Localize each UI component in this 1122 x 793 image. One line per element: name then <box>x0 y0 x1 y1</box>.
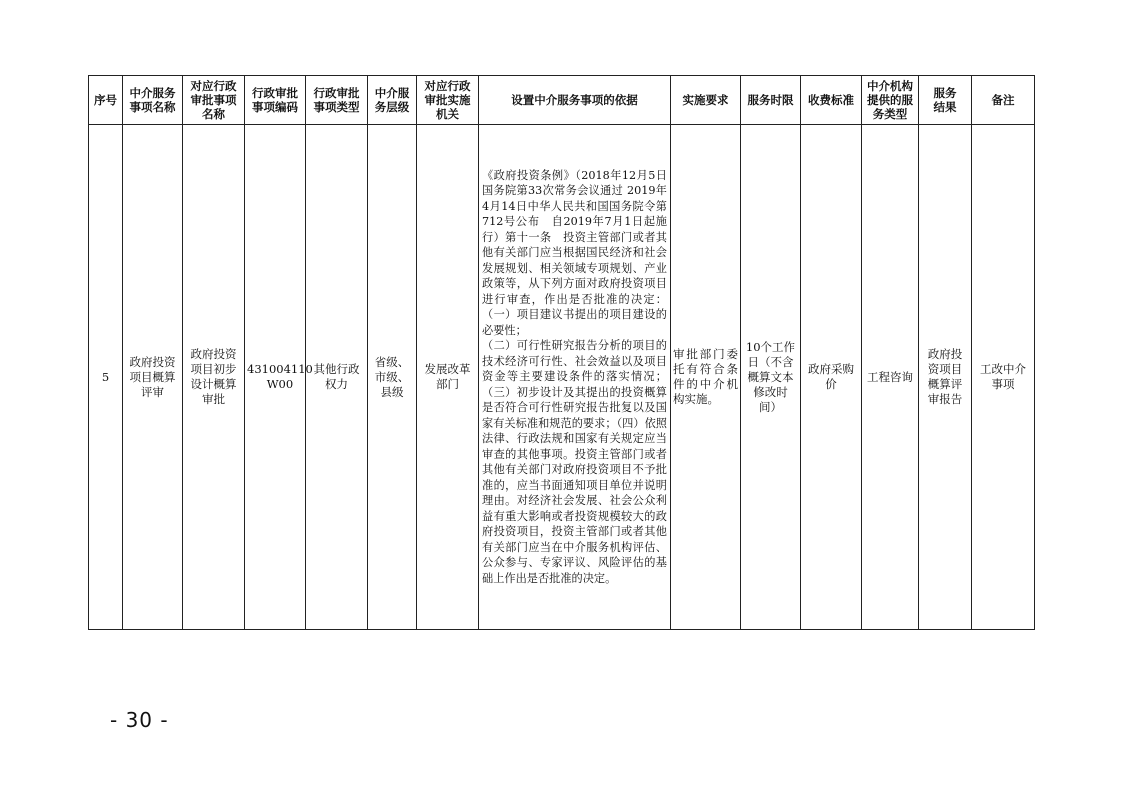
header-approval-code: 行政审批 事项编码 <box>245 76 306 125</box>
page-number: - 30 - <box>110 708 169 732</box>
cell-basis: 《政府投资条例》（2018年12月5日国务院第33次常务会议通过 2019年4月14日中华人民共和国国务院令第712号公布 自2019年7月1日起施行）第十一条 投资主管部门或者其他有关部门应当根据国民经济和社会发展规划、相关领域专项规划、产业政策等，从下列方面对政府投资项目进行审查，作出是否批准的决定：（一）项目建议书提出的项目建设的必要性； （二）可行性研究报告分析的项目的技术经济可行性、社会效益以及项目资金等主要建设条件的落实情况；（三）初步设计及其提出的投资概算是否符合可行性研究报告批复以及国家有关标准和规范的要求；（四）依照法律、行政法规和国家有关规定应当审查的其他事项。投资主管部门或者其他有关部门对政府投资项目不予批准的，应当书面通知项目单位并说明理由。对经济社会发展、社会公众利益有重大影响或者投资规模较大的政府投资项目，投资主管部门或者其他有关部门应当在中介服务机构评估、公众参与、专家评议、风险评估的基础上作出是否批准的决定。 <box>479 125 671 630</box>
header-basis: 设置中介服务事项的依据 <box>479 76 671 125</box>
header-service-name: 中介服务 事项名称 <box>123 76 183 125</box>
cell-result: 政府投 资项目 概算评 审报告 <box>919 125 972 630</box>
header-requirement: 实施要求 <box>671 76 741 125</box>
intermediary-service-table <box>88 75 1035 630</box>
cell-approval-type: 其他行政 权力 <box>306 125 368 630</box>
header-result: 服务 结果 <box>919 76 972 125</box>
table-row <box>89 125 1035 630</box>
cell-service-name: 政府投资 项目概算 评审 <box>123 125 183 630</box>
cell-approval-name: 政府投资 项目初步 设计概算 审批 <box>183 125 245 630</box>
cell-remark: 工改中介 事项 <box>972 125 1035 630</box>
header-level: 中介服 务层级 <box>368 76 417 125</box>
header-service-type: 中介机构 提供的服 务类型 <box>862 76 919 125</box>
cell-requirement: 审批部门委托有符合条件的中介机构实施。 <box>671 125 741 630</box>
header-authority: 对应行政 审批实施 机关 <box>417 76 479 125</box>
header-approval-name: 对应行政 审批事项 名称 <box>183 76 245 125</box>
cell-time-limit: 10个工作 日（不含 概算文本 修改时 间） <box>741 125 801 630</box>
cell-authority: 发展改革 部门 <box>417 125 479 630</box>
header-fee: 收费标准 <box>801 76 862 125</box>
cell-service-type: 工程咨询 <box>862 125 919 630</box>
header-approval-type: 行政审批 事项类型 <box>306 76 368 125</box>
cell-seq: 5 <box>89 125 123 630</box>
header-time-limit: 服务时限 <box>741 76 801 125</box>
cell-fee: 政府采购 价 <box>801 125 862 630</box>
cell-approval-code: 431004110 W00 <box>245 125 306 630</box>
header-seq: 序号 <box>89 76 123 125</box>
header-remark: 备注 <box>972 76 1035 125</box>
cell-level: 省级、 市级、 县级 <box>368 125 417 630</box>
table-header-row <box>89 76 1035 125</box>
